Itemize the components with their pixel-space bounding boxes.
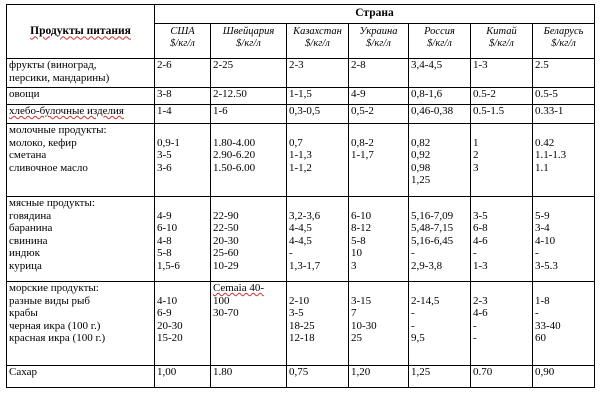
value-cell <box>409 105 471 124</box>
value-line <box>473 282 530 295</box>
value-line: 4-10 <box>157 294 178 307</box>
value-line: 2-3 <box>473 294 488 307</box>
table-row <box>7 366 595 388</box>
value-line: 3-8 <box>157 88 172 100</box>
value-line: 4-9 <box>157 209 172 222</box>
value-line: 1,00 <box>157 366 177 378</box>
value-line: 4-4,5 <box>289 234 312 247</box>
country-name: Казахстан <box>293 26 342 37</box>
value-line: 2-25 <box>213 59 234 71</box>
value-cell <box>533 282 595 366</box>
value-line <box>213 320 284 333</box>
value-line: 0,7 <box>289 136 303 149</box>
value-line <box>351 162 406 175</box>
value-line: - <box>411 319 415 332</box>
value-line: 10-30 <box>351 319 377 332</box>
value-line: Cemaia 40- <box>213 282 265 294</box>
value-cell <box>409 59 471 88</box>
row-label-line: персики, мандарины) <box>9 71 110 84</box>
country-name: Украина <box>359 26 398 37</box>
value-line: 4-8 <box>157 234 172 247</box>
value-line: 3-15 <box>351 294 372 307</box>
row-label-line: сливочное масло <box>9 161 88 174</box>
value-cell <box>211 282 287 366</box>
value-line: 0.5-1.5 <box>473 105 505 117</box>
value-cell <box>155 105 211 124</box>
value-line <box>473 124 530 137</box>
value-line: 60 <box>535 332 546 344</box>
country-name: Россия <box>424 26 455 37</box>
value-line: 9,5 <box>411 332 425 344</box>
value-cell <box>471 88 533 105</box>
row-label-line: мясные продукты: <box>9 197 95 209</box>
value-cell <box>533 59 595 88</box>
table-row <box>7 197 595 282</box>
country-name: Швейцария <box>222 26 275 37</box>
value-line: 2-10 <box>289 294 310 307</box>
value-line: 3-5 <box>289 307 304 319</box>
value-cell <box>533 366 595 388</box>
value-cell <box>471 366 533 388</box>
row-label-line: черная икра (100 г.) <box>9 319 101 332</box>
value-cell <box>471 105 533 124</box>
value-line <box>535 124 592 137</box>
value-line: 2-3 <box>289 59 304 71</box>
table-row <box>7 282 595 366</box>
country-header <box>287 24 349 59</box>
value-line: 1.80-4.00 <box>213 136 256 149</box>
value-line <box>289 124 346 137</box>
value-line <box>213 124 284 137</box>
value-line: 20-30 <box>213 234 239 247</box>
value-cell <box>211 366 287 388</box>
value-line: 1-3 <box>473 259 488 272</box>
row-label-line: курица <box>9 259 42 272</box>
country-unit: $/кг/л <box>551 37 576 49</box>
country-name: Китай <box>486 26 517 37</box>
value-line: 3,2-3,6 <box>289 209 321 222</box>
value-line: 3-5 <box>157 149 172 161</box>
table-row <box>7 59 595 88</box>
value-line: 0.5-5 <box>535 88 558 100</box>
value-line: 5,16-6,45 <box>411 234 454 247</box>
value-line <box>289 282 346 295</box>
value-line: 22-50 <box>213 222 239 234</box>
value-line: - <box>289 247 293 259</box>
value-line: 8-12 <box>351 222 372 234</box>
value-cell <box>533 105 595 124</box>
value-line: 5-8 <box>351 234 366 247</box>
value-cell <box>155 88 211 105</box>
row-label-line: молочные продукты: <box>9 124 107 136</box>
row-label-line: баранина <box>9 222 53 234</box>
row-label <box>7 366 155 388</box>
value-line: 0,3-0,5 <box>289 105 321 117</box>
value-cell <box>533 88 595 105</box>
row-label <box>7 105 155 124</box>
value-line: 3-5.3 <box>535 259 558 272</box>
table-row <box>7 105 595 124</box>
value-cell <box>349 59 409 88</box>
value-line: 4-6 <box>473 234 488 247</box>
value-line: 5,48-7,15 <box>411 222 454 234</box>
value-line <box>411 282 468 295</box>
value-line: 25-60 <box>213 247 239 259</box>
value-line: 0,82 <box>411 136 431 149</box>
value-cell <box>471 282 533 366</box>
value-line: 15-20 <box>157 332 183 344</box>
value-cell <box>155 197 211 282</box>
value-line: - <box>473 247 477 259</box>
row-label-line: фрукты (виноград, <box>9 59 97 71</box>
value-line: 1,25 <box>411 366 431 378</box>
value-line <box>535 282 592 295</box>
country-unit: $/кг/л <box>305 37 330 49</box>
value-line: 0.5-2 <box>473 88 496 100</box>
value-line: 25 <box>351 332 362 344</box>
value-line: 5-9 <box>535 209 550 222</box>
value-cell <box>211 88 287 105</box>
row-label <box>7 88 155 105</box>
value-line: 4-9 <box>351 88 366 100</box>
value-line: 33-40 <box>535 319 561 332</box>
value-cell <box>471 59 533 88</box>
value-line: - <box>535 307 539 319</box>
country-unit: $/кг/л <box>427 37 452 49</box>
value-line: 1,3-1,7 <box>289 259 321 272</box>
country-unit: $/кг/л <box>236 37 261 49</box>
country-header <box>533 24 595 59</box>
value-line: 2-12.50 <box>213 88 247 100</box>
value-cell <box>409 366 471 388</box>
value-line: 0,8-1,6 <box>411 88 443 100</box>
value-cell <box>211 124 287 197</box>
value-line <box>411 124 468 137</box>
price-table <box>6 4 595 388</box>
row-label-line: красная икра (100 г.) <box>9 332 106 344</box>
value-line: 1.80 <box>213 366 233 378</box>
row-label-line: разные виды рыб <box>9 294 90 307</box>
value-line: 18-25 <box>289 319 315 332</box>
value-cell <box>471 197 533 282</box>
value-cell <box>471 124 533 197</box>
value-line: 10-29 <box>213 259 239 272</box>
value-line: 1,20 <box>351 366 371 378</box>
value-line: 0.70 <box>473 366 493 378</box>
value-line: 2.90-6.20 <box>213 149 256 161</box>
value-line <box>213 332 284 345</box>
value-line: 2-8 <box>351 59 366 71</box>
value-line: 10 <box>351 247 362 259</box>
value-line: 0,46-0,38 <box>411 105 454 117</box>
value-line <box>351 197 406 210</box>
value-line: 1-6 <box>213 105 228 117</box>
value-cell <box>349 197 409 282</box>
value-cell <box>533 124 595 197</box>
row-label <box>7 59 155 88</box>
value-line: 0.42 <box>535 136 555 149</box>
value-line: 6-8 <box>473 222 488 234</box>
value-line: 3 <box>473 161 479 174</box>
value-cell <box>287 124 349 197</box>
category-header: Продукты питания <box>7 5 155 59</box>
value-line: 0,98 <box>411 161 431 174</box>
value-line: 1,25 <box>411 174 431 186</box>
value-line: 1-3 <box>473 59 488 71</box>
row-label-line: молоко, кефир <box>9 136 77 149</box>
value-line: - <box>535 247 539 259</box>
country-header <box>211 24 287 59</box>
value-line: 0,8-2 <box>351 136 374 149</box>
value-line: 2.5 <box>535 59 549 71</box>
value-cell <box>287 366 349 388</box>
value-line: 30-70 <box>213 307 239 319</box>
country-header <box>471 24 533 59</box>
value-line: 3-4 <box>535 222 550 234</box>
table-row <box>7 88 595 105</box>
row-label <box>7 197 155 282</box>
value-line: 1-1,7 <box>351 149 374 161</box>
table-row <box>7 124 595 197</box>
value-line: 7 <box>351 307 357 319</box>
country-name: США <box>170 26 195 37</box>
value-cell <box>287 59 349 88</box>
value-line <box>157 282 208 295</box>
row-label-line: овощи <box>9 88 40 100</box>
value-line: 1.50-6.00 <box>213 161 256 174</box>
value-line: - <box>411 247 415 259</box>
value-line: 3-6 <box>157 161 172 174</box>
value-cell <box>409 88 471 105</box>
value-line: 1 <box>473 136 479 149</box>
value-line <box>351 282 406 295</box>
value-line <box>535 197 592 210</box>
value-line: - <box>411 307 415 319</box>
country-name: Беларусь <box>543 26 584 37</box>
value-line: 6-10 <box>157 222 178 234</box>
value-cell <box>287 282 349 366</box>
row-label-line: хлебо-булочные изделия <box>9 105 124 117</box>
value-line: - <box>473 319 477 332</box>
value-cell <box>349 282 409 366</box>
value-line: 3-5 <box>473 209 488 222</box>
value-line: 3,4-4,5 <box>411 59 443 71</box>
value-cell <box>287 105 349 124</box>
value-line: 0,90 <box>535 366 555 378</box>
value-line: - <box>473 332 477 344</box>
row-label-line: сметана <box>9 149 47 161</box>
country-header <box>409 24 471 59</box>
value-line: 4-6 <box>473 307 488 319</box>
row-label-line: свинина <box>9 234 48 247</box>
value-cell <box>155 366 211 388</box>
country-unit: $/кг/л <box>170 37 195 49</box>
value-cell <box>211 197 287 282</box>
value-line: 2-6 <box>157 59 172 71</box>
value-cell <box>155 124 211 197</box>
value-line: 2,9-3,8 <box>411 259 443 272</box>
value-cell <box>349 366 409 388</box>
value-cell <box>287 197 349 282</box>
value-line: 1-1,3 <box>289 149 312 161</box>
value-cell <box>409 197 471 282</box>
value-line: 4-4,5 <box>289 222 312 234</box>
value-cell <box>349 105 409 124</box>
value-line: 0.33-1 <box>535 105 564 117</box>
value-cell <box>211 59 287 88</box>
value-line: 100 <box>213 294 230 307</box>
value-line: 0,92 <box>411 149 431 161</box>
value-line: 0,5-2 <box>351 105 374 117</box>
value-line: 1-8 <box>535 294 550 307</box>
value-line <box>157 124 208 137</box>
country-unit: $/кг/л <box>489 37 514 49</box>
value-cell <box>349 88 409 105</box>
row-label-line: говядина <box>9 209 52 222</box>
value-line: 6-9 <box>157 307 172 319</box>
value-line <box>411 197 468 210</box>
row-label <box>7 124 155 197</box>
value-line <box>289 197 346 210</box>
country-header <box>155 24 211 59</box>
value-cell <box>533 197 595 282</box>
country-unit: $/кг/л <box>366 37 391 49</box>
row-label <box>7 282 155 366</box>
value-line: 1.1-1.3 <box>535 149 567 161</box>
country-group-header: Страна <box>155 5 595 24</box>
value-line <box>473 197 530 210</box>
value-line: 6-10 <box>351 209 372 222</box>
row-label-line: морские продукты: <box>9 282 99 294</box>
value-line <box>213 197 284 210</box>
value-cell <box>155 59 211 88</box>
value-cell <box>155 282 211 366</box>
value-line: 0,9-1 <box>157 136 180 149</box>
value-cell <box>349 124 409 197</box>
value-cell <box>287 88 349 105</box>
country-header <box>349 24 409 59</box>
value-cell <box>211 105 287 124</box>
value-cell <box>409 124 471 197</box>
value-line: 1.1 <box>535 161 549 174</box>
row-label-line: крабы <box>9 307 38 319</box>
value-line: 1,5-6 <box>157 259 180 272</box>
value-line: 5,16-7,09 <box>411 209 454 222</box>
value-line: 22-90 <box>213 209 239 222</box>
value-line: 5-8 <box>157 247 172 259</box>
value-line <box>351 124 406 137</box>
value-line: 1-4 <box>157 105 172 117</box>
row-label-line: Сахар <box>9 366 37 378</box>
value-line: 0,75 <box>289 366 309 378</box>
value-line: 4-10 <box>535 234 556 247</box>
value-line <box>157 197 208 210</box>
value-line: 1-1,2 <box>289 161 312 174</box>
value-cell <box>409 282 471 366</box>
value-line: 2 <box>473 149 479 161</box>
value-line: 12-18 <box>289 332 315 344</box>
value-line: 3 <box>351 259 357 272</box>
row-label-line: индюк <box>9 247 40 259</box>
value-line: 2-14,5 <box>411 294 440 307</box>
value-line: 1-1,5 <box>289 88 312 100</box>
value-line: 20-30 <box>157 319 183 332</box>
